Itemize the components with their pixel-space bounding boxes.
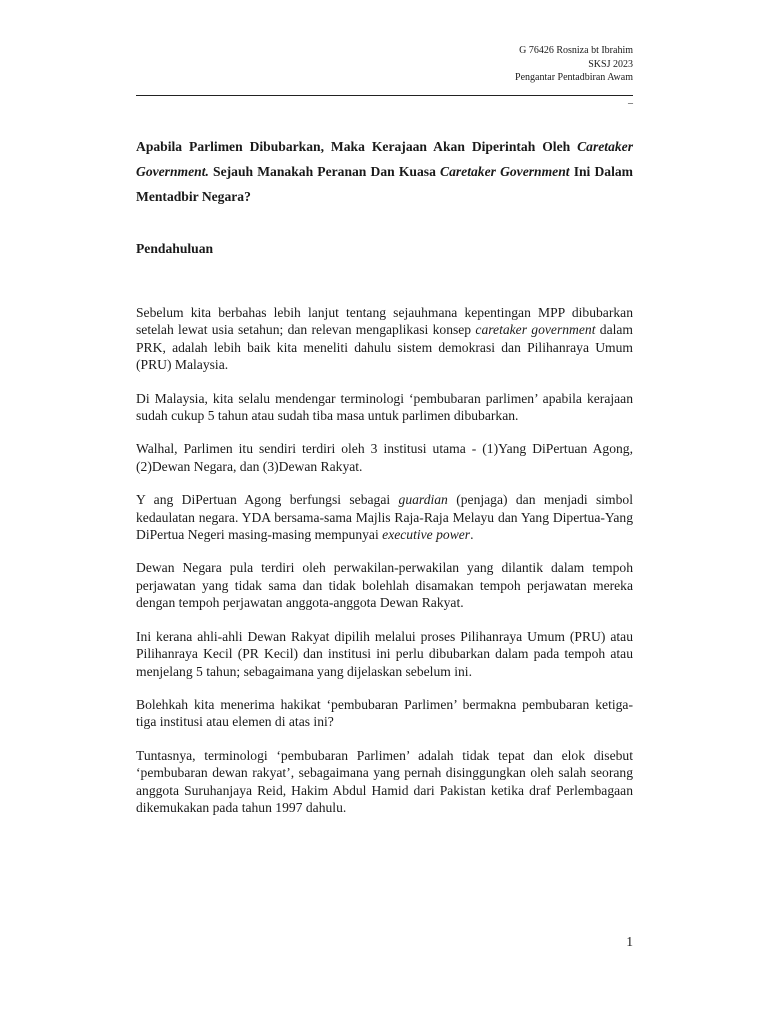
paragraph: Dewan Negara pula terdiri oleh perwakilan-perwakilan yang dilantik dalam tempoh perjawatan yang tidak sama dan tidak bolehlah disamakan tempoh perjawatan mereka dengan tempoh perjawatan anggota-anggota Dewan Rakyat. — [136, 560, 633, 611]
document-body — [136, 304, 633, 832]
header-author: G 76426 Rosniza bt Ibrahim — [519, 45, 633, 56]
paragraph-text: Sebelum kita berbahas lebih lanjut tentang sejauhmana kepentingan MPP dibubarkan setelah lewat usia setahun; dan relevan mengaplikasi konsep — [136, 305, 633, 338]
paragraph-text: . — [470, 527, 474, 543]
header-course-code: SKSJ 2023 — [588, 58, 633, 70]
paragraph-italic-term: caretaker government — [475, 322, 596, 338]
divider-mark: – — [628, 98, 633, 109]
paragraph-italic-term: executive power — [382, 527, 471, 543]
paragraph — [136, 304, 633, 374]
paragraph: Ini kerana ahli-ahli Dewan Rakyat dipilih melalui proses Pilihanraya Umum (PRU) atau Pilihanraya Kecil (PR Kecil) dan institusi ini perlu dibubarkan dalam pada tempoh atau menjelang 5 tahun; sebagaimana yang dijelaskan sebelum ini. — [136, 628, 633, 679]
paragraph-text: dalam PRK, adalah lebih baik kita meneliti dahulu sistem demokrasi dan Pilihanraya Umum (PRU) Malaysia. — [136, 322, 634, 373]
title-italic-term: Caretaker Government — [440, 164, 570, 179]
title-text: Ini Dalam Mentadbir Negara? — [136, 164, 633, 204]
paragraph — [136, 491, 633, 543]
header-course-name: Pengantar Pentadbiran Awam — [515, 72, 633, 83]
paragraph: Bolehkah kita menerima hakikat ‘pembubaran Parlimen’ bermakna pembubaran ketiga-tiga institusi atau elemen di atas ini? — [136, 696, 633, 730]
title-italic-term: Caretaker Government. — [136, 139, 633, 179]
header-divider — [136, 95, 633, 96]
page-header — [515, 44, 633, 85]
paragraph-text: Y ang DiPertuan Agong berfungsi sebagai — [136, 492, 399, 508]
paragraph: Tuntasnya, terminologi ‘pembubaran Parlimen’ adalah tidak tepat dan elok disebut ‘pembubaran dewan rakyat’, sebagaimana yang pernah disinggungkan oleh salah seorang anggota Suruhanjaya Reid, Hakim Abdul Hamid dari Pakistan ketika draf Perlembagaan dikemukakan pada tahun 1997 dahulu. — [136, 747, 633, 815]
section-heading: Pendahuluan — [136, 241, 214, 256]
paragraph: Di Malaysia, kita selalu mendengar terminologi ‘pembubaran parlimen’ apabila kerajaan sudah cukup 5 tahun atau sudah tiba masa untuk parlimen dibubarkan. — [136, 390, 633, 424]
document-title — [136, 134, 633, 209]
page-number: 1 — [626, 934, 633, 949]
title-text: Sejauh Manakah Peranan Dan Kuasa — [208, 164, 441, 179]
paragraph: Walhal, Parlimen itu sendiri terdiri oleh 3 institusi utama - (1)Yang DiPertuan Agong, (2)Dewan Negara, dan (3)Dewan Rakyat. — [136, 441, 633, 474]
paragraph-italic-term: guardian — [398, 492, 448, 508]
title-text: Apabila Parlimen Dibubarkan, Maka Kerajaan Akan Diperintah Oleh — [136, 139, 578, 154]
paragraph-text: (penjaga) dan menjadi simbol kedaulatan negara. YDA bersama-sama Majlis Raja-Raja Melayu dan Yang Dipertua-Yang DiPertua Negeri masing-masing mempunyai — [136, 492, 634, 543]
